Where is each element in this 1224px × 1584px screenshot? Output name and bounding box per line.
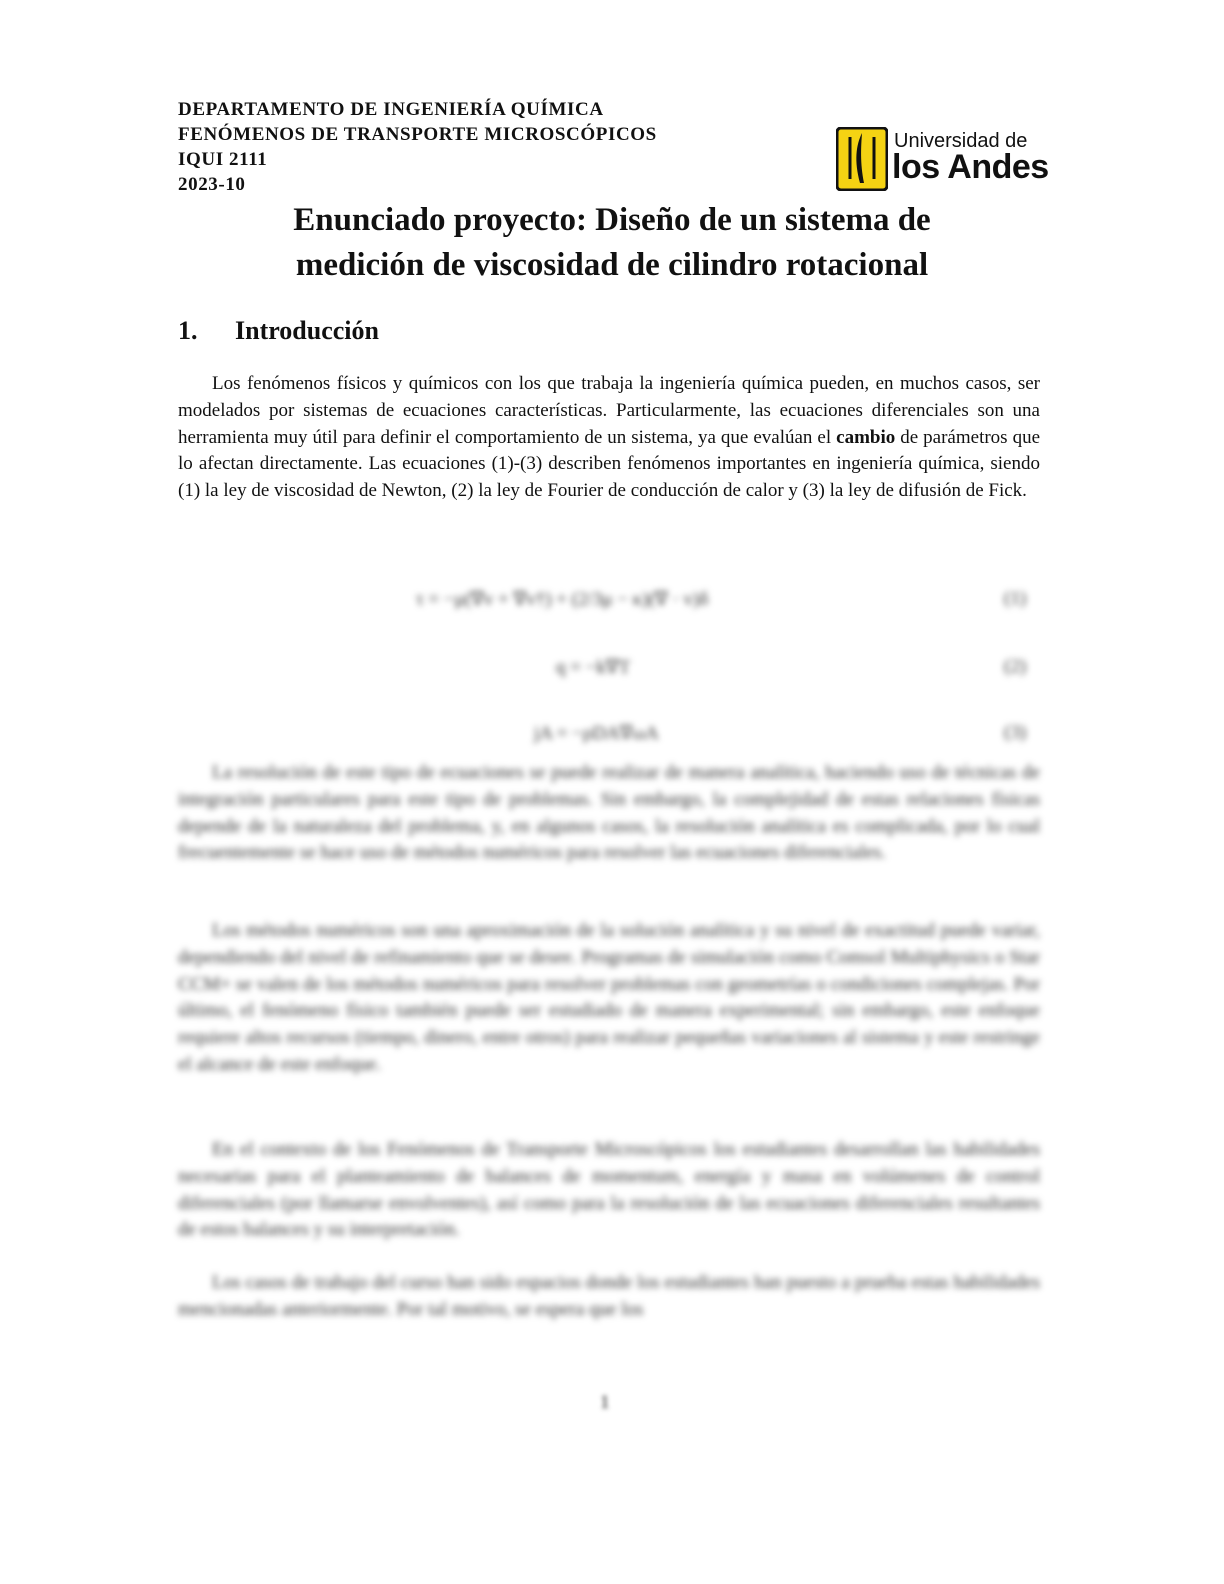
title-line-2: medición de viscosidad de cilindro rotacional (295, 247, 929, 283)
title-line-1: Enunciado proyecto: Diseño de un sistema de (293, 202, 931, 238)
logo-los-andes-label: los Andes (892, 148, 1049, 186)
intro-bold-term: cambio (836, 426, 896, 448)
header-department: DEPARTAMENTO DE INGENIERÍA QUÍMICA (178, 99, 604, 120)
equation-2: q = −k∇T (556, 657, 631, 678)
equation-3-number: (3) (1004, 722, 1027, 743)
paragraph-numeric-methods: Los métodos numéricos son una aproximación de la solución analítica y su nivel de exactitud puede variar, dependiendo del nivel de refinamiento que se desee. Programas de simulación como Comsol Multiphysics o Star CCM+ se valen de los métodos numéricos para resolver problemas con geometrías o condiciones complejas. Por último, el fenómeno físico también puede ser estudiado de manera experimental; sin embargo, este enfoque requiere altos recursos (tiempo, dinero, entre otros) para realizar pequeñas variaciones al sistema y este restringe el alcance de este enfoque. (178, 920, 1040, 1075)
intro-paragraph (178, 371, 1040, 505)
section-heading (178, 316, 379, 346)
header-course-code: IQUI 2111 (178, 149, 268, 170)
page-number: 1 (600, 1392, 610, 1413)
equation-2-number: (2) (1004, 656, 1027, 677)
university-logo (836, 126, 1049, 192)
paragraph-course-cases: Los casos de trabajo del curso han sido espacios donde los estudiantes han puesto a prueba estas habilidades mencionadas anteriormente. Por tal motivo, se espera que los (178, 1272, 1040, 1320)
header-course-name: FENÓMENOS DE TRANSPORTE MICROSCÓPICOS (178, 124, 657, 145)
section-number: 1. (178, 316, 198, 345)
document-title (178, 198, 1046, 288)
equation-3: jA = −ρDA∇ωA (534, 723, 659, 744)
logo-university-label: Universidad de (894, 130, 1028, 152)
section-title: Introducción (235, 316, 379, 345)
intro-text-start: Los fenómenos físicos y químicos con los que trabaja la ingeniería química pueden, en muchos casos, ser modelados por sistemas de ecuaciones características. Particularmente, las ecuaciones diferenciales son una herramienta muy útil para definir el comportamiento de un sistema, ya que evalúan el (178, 373, 1040, 448)
intro-text-end: de parámetros que lo afectan directamente. Las ecuaciones (1)-(3) describen fenómenos importantes en ingeniería química, siendo (1) la ley de viscosidad de Newton, (2) la ley de Fourier de conducción de calor y (3) la ley de difusión de Fick. (178, 426, 1041, 502)
equation-1: τ = −μ(∇v + ∇v†) + (2/3μ − κ)(∇ · v)δ (416, 589, 709, 610)
shield-icon (836, 127, 888, 191)
paragraph-analytic-resolution: La resolución de este tipo de ecuaciones se puede realizar de manera analítica, haciendo uso de técnicas de integración particulares para este tipo de problemas. Sin embargo, la complejidad de estas relaciones físicas depende de la naturaleza del problema, y, en algunos casos, la resolución analítica es complicada, por lo cual frecuentemente se hace uso de métodos numéricos para resolver las ecuaciones diferenciales. (178, 762, 1040, 864)
equation-1-number: (1) (1004, 588, 1027, 609)
paragraph-course-context: En el contexto de los Fenómenos de Transporte Microscópicos los estudiantes desarrollan las habilidades necesarias para el planteamiento de balances de momentum, energía y masa en volúmenes de control diferenciales (por llamarse envolventes), así como para la resolución de las ecuaciones diferenciales resultantes de estos balances y su interpretación. (178, 1139, 1040, 1241)
course-header (178, 97, 818, 197)
header-semester: 2023-10 (178, 174, 246, 195)
